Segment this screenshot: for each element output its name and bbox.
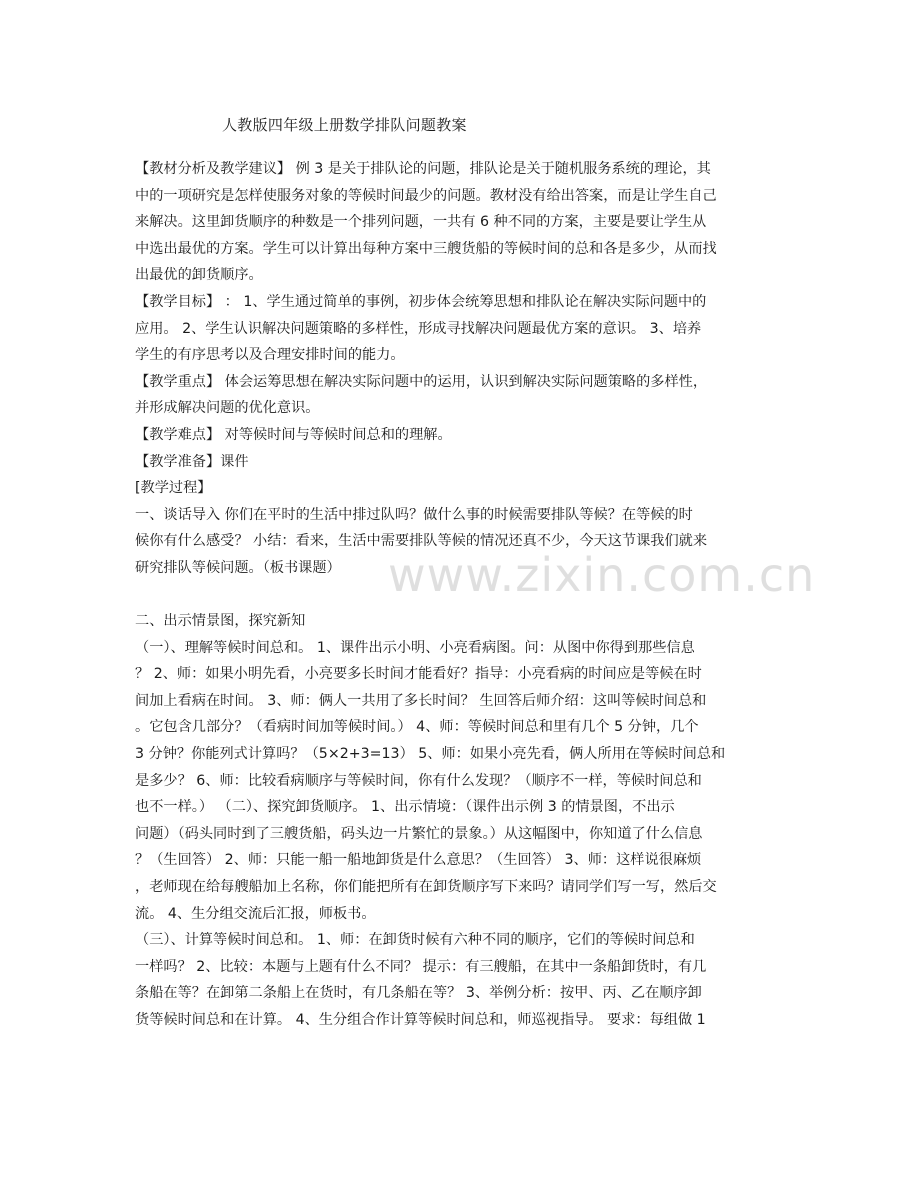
paragraph-line: 。它包含几部分？（看病时间加等候时间。） 4、师：等候时间总和里有几个 5 分钟，几个 [135, 719, 699, 736]
paragraph-line: 【教学重点】 体会运筹思想在解决实际问题中的运用，认识到解决实际问题策略的多样性， [135, 373, 708, 390]
paragraph-line: [教学过程】 [135, 480, 212, 497]
paragraph-line: 条船在等？在卸第二条船上在货时，有几条船在等？ 3、举例分析：按甲、丙、乙在顺序卸 [135, 985, 702, 1002]
paragraph-line: 【教学目标】 ： 1、学生通过简单的事例，初步体会统筹思想和排队论在解决实际问题中的 [135, 293, 707, 310]
paragraph-line: 也不一样。） （二）、探究卸货顺序。 1、出示情境：（课件出示例 3 的情景图，不出示 [135, 799, 675, 816]
watermark-text: www.zixin.com.cn [388, 548, 816, 602]
paragraph-line: 3 分钟？你能列式计算吗？（5×2+3=13） 5、师：如果小亮先看，俩人所用在等候时间总和 [135, 746, 726, 763]
blank-line [135, 582, 785, 609]
paragraph-line: 并形成解决问题的优化意识。 [135, 400, 320, 417]
paragraph-line: 货等候时间总和在计算。 4、生分组合作计算等候时间总和，师巡视指导。 要求：每组做 1 [135, 1012, 706, 1028]
paragraph-line: 来解决。这里卸货顺序的种数是一个排列问题，一共有 6 种不同的方案，主要是要让学生从 [135, 214, 707, 231]
paragraph-line: 学生的有序思考以及合理安排时间的能力。 [135, 347, 405, 364]
paragraph-line: ，老师现在给每艘船加上名称，你们能把所有在卸货顺序写下来吗？请同学们写一写，然后交 [135, 879, 717, 896]
paragraph-line: 研究排队等候问题。（板书课题） [135, 559, 341, 576]
paragraph-line: ？（生回答） 2、师：只能一船一船地卸货是什么意思？（生回答） 3、师：这样说很麻烦 [135, 852, 702, 869]
paragraph-line: 是多少？ 6、师：比较看病顺序与等候时间，你有什么发现？（顺序不一样，等候时间总和 [135, 772, 702, 789]
document-body [135, 156, 785, 1034]
paragraph-line: 一、谈话导入 你们在平时的生活中排过队吗？做什么事的时候需要排队等候？在等候的时 [135, 506, 693, 523]
paragraph-line: 一样吗？ 2、比较：本题与上题有什么不同？ 提示：有三艘船，在其中一条船卸货时，有几 [135, 958, 707, 975]
paragraph-line: 【教学难点】 对等候时间与等候时间总和的理解。 [135, 426, 452, 443]
document-title: 人教版四年级上册数学排队问题教案 [222, 116, 467, 134]
paragraph-line: 二、出示情景图，探究新知 [135, 613, 306, 630]
paragraph-line: 【教材分析及教学建议】 例 3 是关于排队论的问题，排队论是关于随机服务系统的理论，其 [135, 161, 711, 177]
paragraph-line: 流。 4、生分组交流后汇报，师板书。 [135, 905, 376, 922]
paragraph-line: （三）、计算等候时间总和。 1、师：在卸货时候有六种不同的顺序，它们的等候时间总和 [135, 932, 695, 949]
paragraph-line: 中选出最优的方案。学生可以计算出每种方案中三艘货船的等候时间的总和各是多少，从而找 [135, 240, 717, 257]
paragraph-line: 间加上看病在时间。 3、师：俩人一共用了多长时间？ 生回答后师介绍：这叫等候时间总和 [135, 692, 707, 709]
paragraph-line: ？ 2、师：如果小明先看，小亮要多长时间才能看好？指导：小亮看病的时间应是等候在时 [135, 666, 702, 683]
paragraph-line: 出最优的卸货顺序。 [135, 267, 263, 284]
paragraph-line: 中的一项研究是怎样使服务对象的等候时间最少的问题。教材没有给出答案，而是让学生自己 [135, 187, 717, 204]
paragraph-line: 问题）（码头同时到了三艘货船，码头边一片繁忙的景象。）从这幅图中，你知道了什么信息 [135, 825, 703, 842]
paragraph-line: 候你有什么感受？ 小结：看来，生活中需要排队等候的情况还真不少，今天这节课我们就来 [135, 533, 708, 550]
paragraph-line: 应用。 2、学生认识解决问题策略的多样性，形成寻找解决问题最优方案的意识。 3、培养 [135, 320, 702, 337]
paragraph-line: （一）、理解等候时间总和。 1、课件出示小明、小亮看病图。问：从图中你得到那些信息 [135, 639, 695, 656]
paragraph-line: 【教学准备】课件 [135, 453, 249, 470]
